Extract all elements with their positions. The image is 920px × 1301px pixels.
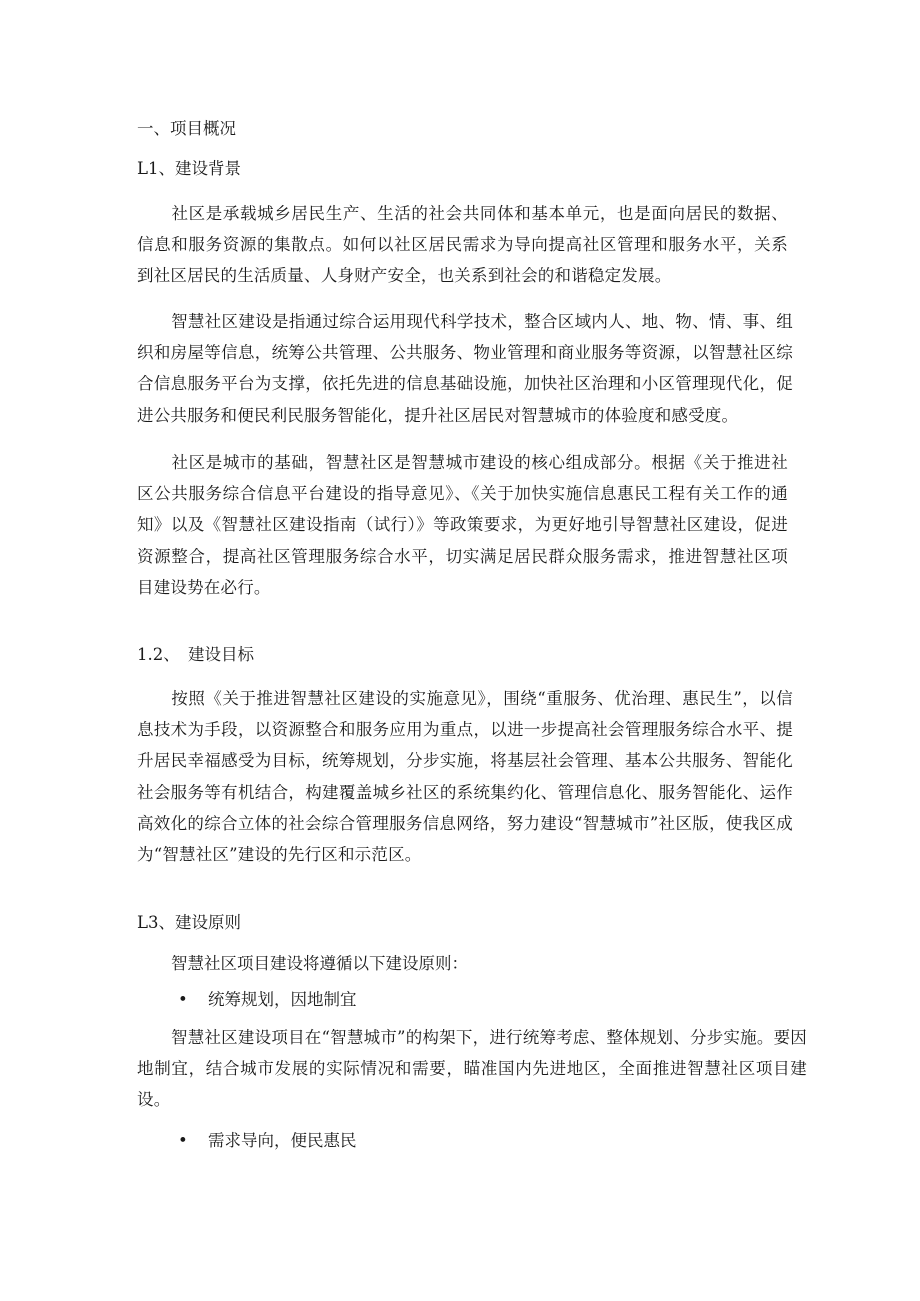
bullet-item-2 — [178, 1129, 357, 1153]
subsection-title-1-3: L3、建设原则 — [137, 913, 241, 932]
bullet-label: 需求导向，便民惠民 — [208, 1131, 357, 1150]
bullet-item-1 — [178, 988, 357, 1012]
principles-intro: 智慧社区项目建设将遵循以下建设原则： — [171, 954, 468, 973]
paragraph-background-1: 社区是承载城乡居民生产、生活的社会共同体和基本单元，也是面向居民的数据、信息和服务资源的集散点。如何以社区居民需求为导向提高社区管理和服务水平，关系到社区居民的生活质量、人身财产安全，也关系到社会的和谐稳定发展。 — [137, 204, 788, 286]
bullet-label: 统筹规划，因地制宜 — [208, 990, 357, 1009]
bullet-icon: • — [178, 990, 188, 1009]
paragraph-goals: 按照《关于推进智慧社区建设的实施意见》，围绕“重服务、优治理、惠民生”，以信息技术为手段，以资源整合和服务应用为重点，以进一步提高社会管理服务综合水平、提升居民幸福感受为目标，统筹规划，分步实施，将基层社会管理、基本公共服务、智能化社会服务等有机结合，构建覆盖城乡社区的系统集约化、管理信息化、服务智能化、运作高效化的综合立体的社会综合管理服务信息网络，努力建设“智慧城市”社区版，使我区成为“智慧社区”建设的先行区和示范区。 — [137, 689, 793, 865]
subsection-title-1-2: 1.2、 建设目标 — [137, 645, 254, 664]
paragraph-background-3: 社区是城市的基础，智慧社区是智慧城市建设的核心组成部分。根据《关于推进社区公共服务综合信息平台建设的指导意见》、《关于加快实施信息惠民工程有关工作的通知》以及《智慧社区建设指南（试行）》等政策要求，为更好地引导智慧社区建设，促进资源整合，提高社区管理服务综合水平，切实满足居民群众服务需求，推进智慧社区项目建设势在必行。 — [137, 453, 788, 597]
bullet-icon: • — [178, 1131, 188, 1150]
paragraph-principle-1: 智慧社区建设项目在“智慧城市”的构架下，进行统筹考虑、整体规划、分步实施。要因地制宜，结合城市发展的实际情况和需要，瞄准国内先进地区，全面推进智慧社区项目建设。 — [137, 1028, 807, 1110]
paragraph-background-2: 智慧社区建设是指通过综合运用现代科学技术，整合区域内人、地、物、情、事、组织和房屋等信息，统筹公共管理、公共服务、物业管理和商业服务等资源，以智慧社区综合信息服务平台为支撑，依托先进的信息基础设施，加快社区治理和小区管理现代化，促进公共服务和便民利民服务智能化，提升社区居民对智慧城市的体验度和感受度。 — [137, 312, 793, 425]
section-title: 一、项目概况 — [137, 119, 236, 138]
subsection-title-1-1: L1、建设背景 — [137, 159, 241, 178]
